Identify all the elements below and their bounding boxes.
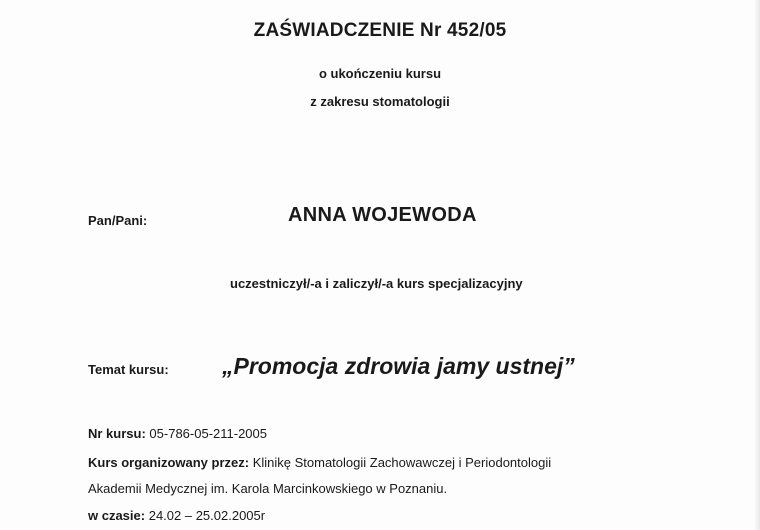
completion-statement: uczestniczył/-a i zaliczył/-a kurs specjalizacyjny: [230, 276, 523, 291]
course-period-label: w czasie:: [88, 508, 146, 523]
course-period: 24.02 – 25.02.2005r: [148, 508, 266, 523]
course-topic: „Promocja zdrowia jamy ustnej”: [222, 353, 575, 379]
recipient-label: Pan/Pani:: [88, 213, 148, 228]
organizer-label: Kurs organizowany przez:: [88, 455, 250, 470]
course-period-line: [88, 508, 265, 523]
topic-label: Temat kursu:: [88, 362, 169, 377]
certificate-subtitle-line2: z zakresu stomatologii: [310, 94, 450, 109]
course-number: 05-786-05-211-2005: [149, 426, 267, 441]
certificate-title: ZAŚWIADCZENIE Nr 452/05: [253, 20, 507, 41]
organizer-name-line1: Klinikę Stomatologii Zachowawczej i Periodontologii: [252, 455, 552, 470]
certificate-subtitle-line1: o ukończeniu kursu: [318, 66, 442, 81]
organizer-name-line2: Akademii Medycznej im. Karola Marcinkowskiego w Poznaniu.: [88, 481, 448, 496]
recipient-name: ANNA WOJEWODA: [288, 204, 477, 226]
course-number-line: [88, 426, 267, 441]
course-number-label: Nr kursu:: [88, 426, 146, 441]
organizer-line: [88, 455, 551, 470]
